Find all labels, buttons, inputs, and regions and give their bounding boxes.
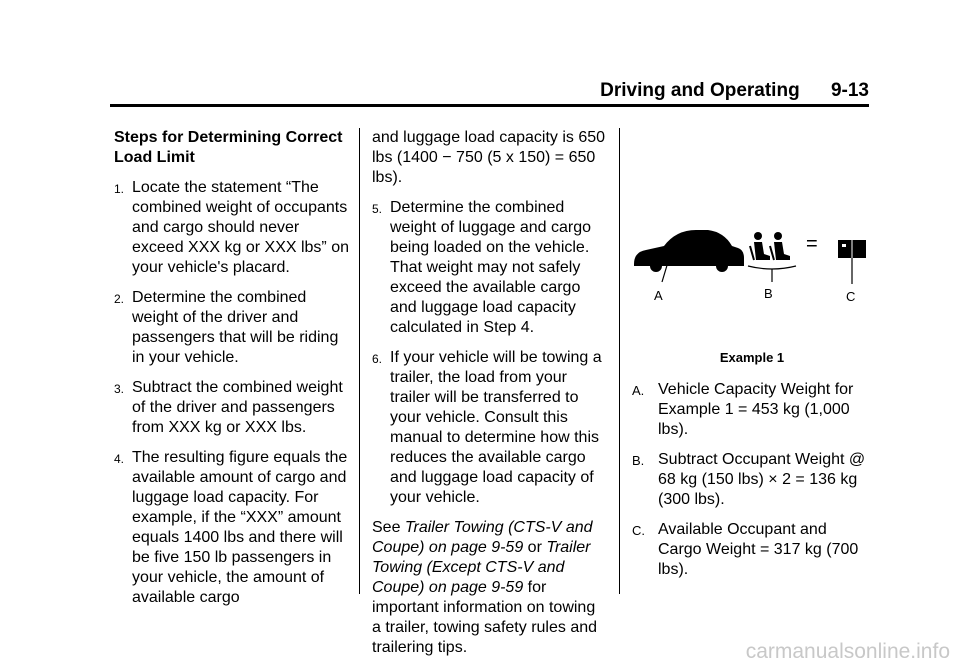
see-also-paragraph bbox=[372, 518, 608, 658]
bracket-b bbox=[748, 266, 796, 269]
step-number: 5. bbox=[372, 202, 383, 216]
load-diagram bbox=[632, 158, 872, 338]
see-prefix: See bbox=[372, 519, 405, 536]
link-trailer-towing-except-cts-v[interactable]: Trailer Towing (Except CTS-V and Coupe) on page 9-59 bbox=[372, 539, 591, 596]
step-text: If your vehicle will be towing a trailer, the load from your trailer will be transferred to your vehicle. Consult this manual to determine how this reduces the available cargo and luggage load capacity of your vehicle. bbox=[390, 349, 602, 506]
link-trailer-towing-cts-v[interactable]: Trailer Towing (CTS-V and Coupe) on page 9-59 bbox=[372, 519, 593, 556]
column-divider-1 bbox=[359, 128, 360, 594]
legend-item-c bbox=[632, 520, 872, 580]
step-text: The resulting figure equals the available amount of cargo and luggage load capacity. For example, if the “XXX” amount equals 1400 lbs and there will be five 150 lb passengers in your vehicle, the amount of available cargo bbox=[132, 449, 348, 606]
label-b: B bbox=[764, 286, 773, 301]
step-number: 2. bbox=[114, 292, 125, 306]
legend-text: Vehicle Capacity Weight for Example 1 = 453 kg (1,000 lbs). bbox=[658, 381, 854, 438]
step-4-continuation: and luggage load capacity is 650 lbs (1400 − 750 (5 x 150) = 650 lbs). bbox=[372, 129, 606, 186]
step-6 bbox=[372, 348, 608, 508]
step-2 bbox=[114, 288, 350, 368]
step-1 bbox=[114, 178, 350, 278]
column-3 bbox=[632, 128, 872, 590]
header-rule bbox=[110, 104, 869, 107]
label-a: A bbox=[654, 288, 663, 303]
step-number: 4. bbox=[114, 452, 125, 466]
or-text: or bbox=[523, 539, 547, 556]
section-heading: Steps for Determining Correct Load Limit bbox=[114, 129, 343, 166]
step-4 bbox=[114, 448, 350, 608]
load-example-figure bbox=[632, 158, 872, 338]
column-1 bbox=[114, 128, 350, 618]
column-2 bbox=[372, 128, 608, 658]
watermark: carmanualsonline.info bbox=[745, 640, 950, 663]
page-number: 9-13 bbox=[830, 80, 869, 101]
minus-sign: − bbox=[716, 233, 728, 255]
figure-caption: Example 1 bbox=[719, 350, 785, 365]
step-number: 1. bbox=[114, 182, 125, 196]
section-title: Driving and Operating bbox=[600, 80, 800, 101]
legend-letter: A. bbox=[632, 383, 645, 398]
label-c: C bbox=[846, 289, 856, 304]
legend-text: Subtract Occupant Weight @ 68 kg (150 lbs) × 2 = 136 kg (300 lbs). bbox=[658, 451, 866, 508]
legend-item-a bbox=[632, 380, 872, 440]
legend-text: Available Occupant and Cargo Weight = 317 kg (700 lbs). bbox=[658, 521, 859, 578]
step-text: Locate the statement “The combined weight of occupants and cargo should never exceed XXX kg or XXX lbs” on your vehicle's placard. bbox=[132, 179, 349, 276]
step-number: 6. bbox=[372, 352, 383, 366]
legend-letter: C. bbox=[632, 523, 645, 538]
legend-item-b bbox=[632, 450, 872, 510]
step-text: Determine the combined weight of luggage and cargo being loaded on the vehicle. That weight may not safely exceed the available cargo and luggage load capacity calculated in Step 4. bbox=[390, 199, 592, 336]
legend-letter: B. bbox=[632, 453, 645, 468]
step-3 bbox=[114, 378, 350, 438]
occupants-icon bbox=[750, 232, 790, 260]
see-suffix: for important information on towing a trailer, towing safety rules and trailering tips. bbox=[372, 579, 598, 656]
step-number: 3. bbox=[114, 382, 125, 396]
equals-sign: = bbox=[806, 233, 818, 255]
step-text: Determine the combined weight of the driver and passengers that will be riding in your vehicle. bbox=[132, 289, 339, 366]
step-5 bbox=[372, 198, 608, 338]
cargo-icon bbox=[838, 240, 866, 258]
column-divider-2 bbox=[619, 128, 620, 594]
step-text: Subtract the combined weight of the driver and passengers from XXX kg or XXX lbs. bbox=[132, 379, 343, 436]
page-header bbox=[600, 80, 869, 102]
